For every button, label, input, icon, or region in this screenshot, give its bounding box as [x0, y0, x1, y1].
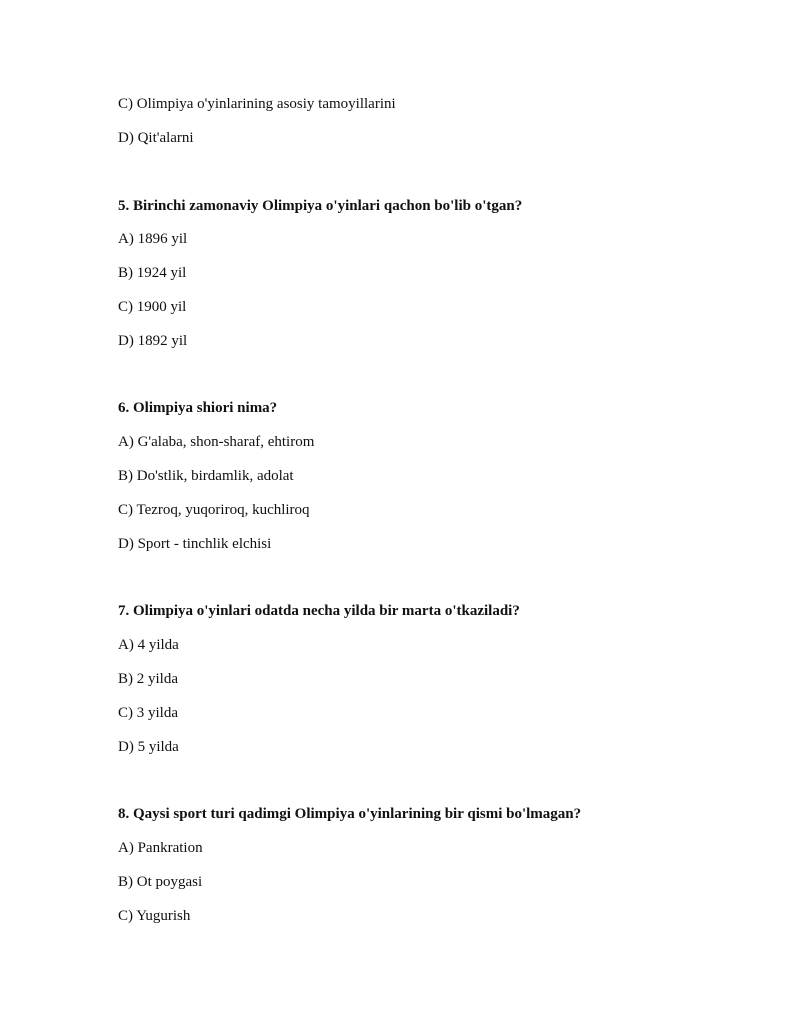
question-8: 8. Qaysi sport turi qadimgi Olimpiya o'yinlarining bir qismi bo'lmagan? [118, 806, 582, 822]
q6-option-b: B) Do'stlik, birdamlik, adolat [118, 468, 294, 484]
question-5: 5. Birinchi zamonaviy Olimpiya o'yinlari qachon bo'lib o'tgan? [118, 198, 523, 214]
q8-option-a: A) Pankration [118, 840, 203, 856]
q5-option-d: D) 1892 yil [118, 333, 188, 349]
q5-option-a: A) 1896 yil [118, 231, 188, 247]
q6-option-d: D) Sport - tinchlik elchisi [118, 536, 272, 552]
q8-option-c: C) Yugurish [118, 908, 191, 924]
q6-option-a: A) G'alaba, shon-sharaf, ehtirom [118, 434, 315, 450]
q7-option-d: D) 5 yilda [118, 739, 179, 755]
option-d-prev: D) Qit'alarni [118, 130, 194, 146]
q7-option-c: C) 3 yilda [118, 705, 178, 721]
question-6: 6. Olimpiya shiori nima? [118, 400, 278, 416]
q5-option-c: C) 1900 yil [118, 299, 187, 315]
q7-option-b: B) 2 yilda [118, 671, 178, 687]
q6-option-c: C) Tezroq, yuqoriroq, kuchliroq [118, 502, 310, 518]
q7-option-a: A) 4 yilda [118, 637, 179, 653]
q8-option-b: B) Ot poygasi [118, 874, 203, 890]
q5-option-b: B) 1924 yil [118, 265, 187, 281]
option-c-prev: C) Olimpiya o'yinlarining asosiy tamoyillarini [118, 96, 396, 112]
question-7: 7. Olimpiya o'yinlari odatda necha yilda bir marta o'tkaziladi? [118, 603, 520, 619]
